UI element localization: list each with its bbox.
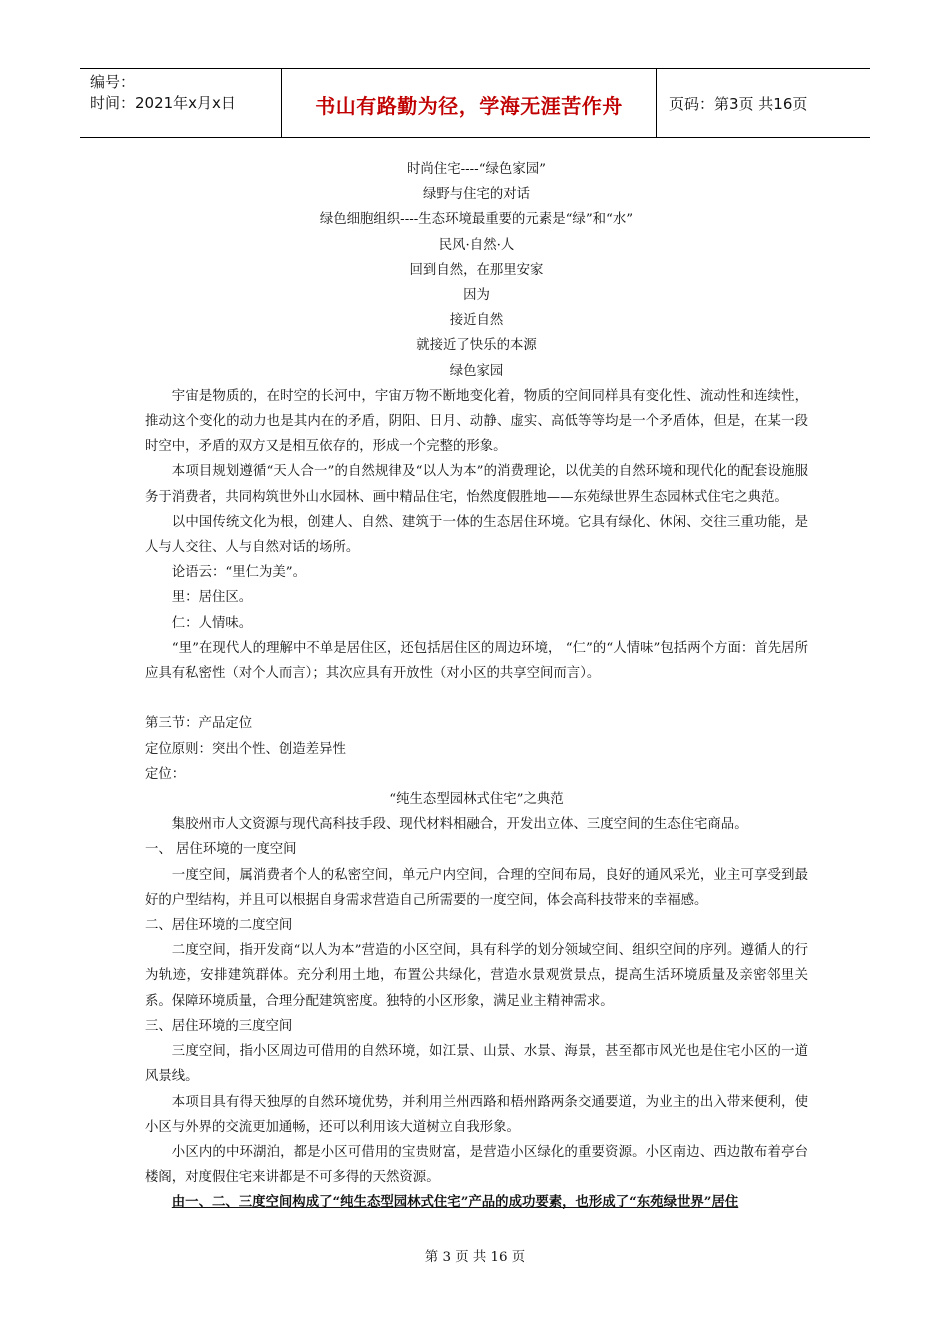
- intro-paragraph: “里”在现代人的理解中不单是居住区，还包括居住区的周边环境， “仁”的“人情味”包括两个方面：首先居所应具有私密性（对个人而言）；其次应具有开放性（对小区的共享空间而言）。: [145, 640, 808, 682]
- document-body: [145, 157, 808, 1216]
- title-line: 就接近了快乐的本源: [416, 338, 537, 354]
- title-line: 回到自然，在那里安家: [409, 262, 544, 278]
- lake-paragraph: 小区内的中环湖泊，都是小区可借用的宝贵财富，是营造小区绿化的重要资源。小区南边、西边散布着亭台楼阁，对度假住宅来讲都是不可多得的天然资源。: [145, 1144, 808, 1186]
- title-line: 因为: [463, 288, 490, 304]
- header-number-label: 编号：: [90, 73, 136, 91]
- subheading-third-space: 三、居住环境的三度空间: [145, 1018, 293, 1034]
- spacer: [145, 686, 808, 711]
- third-space-paragraph: 三度空间，指小区周边可借用的自然环境，如江景、山景、水景、海景，甚至都市风光也是住宅小区的一道风景线。: [145, 1044, 808, 1085]
- closing-statement: 由一、二、三度空间构成了“纯生态型园林式住宅”产品的成功要素，也形成了“东苑绿世界”居住: [171, 1194, 739, 1211]
- title-line: 绿色细胞组织----生态环境最重要的元素是“绿”和“水”: [319, 212, 634, 228]
- title-line: 接近自然: [449, 313, 504, 329]
- header-page-info: 页码：第3页 共16页: [669, 94, 808, 113]
- first-space-paragraph: 一度空间，属消费者个人的私密空间，单元户内空间，合理的空间布局，良好的通风采光，业主可享受到最好的户型结构，并且可以根据自身需求营造自己所需要的一度空间，体会高科技带来的幸福感。: [145, 867, 808, 908]
- header-meta: [80, 69, 282, 137]
- title-line: 时尚住宅----“绿色家园”: [407, 162, 546, 177]
- section-slogan: “纯生态型园林式住宅”之典范: [389, 792, 564, 808]
- document-header: [80, 68, 870, 138]
- section-principle: 定位原则：突出个性、创造差异性: [145, 741, 346, 757]
- intro-paragraph: 以中国传统文化为根，创建人、自然、建筑于一体的生态居住环境。它具有绿化、休闲、交往三重功能，是人与人交往、人与自然对话的场所。: [145, 514, 808, 556]
- intro-paragraph: 论语云：“里仁为美”。: [171, 565, 307, 581]
- location-paragraph: 本项目具有得天独厚的自然环境优势，并利用兰州西路和梧州路两条交通要道，为业主的出入带来便利，使小区与外界的交流更加通畅，还可以利用该大道树立自我形象。: [145, 1094, 808, 1135]
- title-line: 绿色家园: [449, 363, 504, 379]
- page-footer: 第 3 页 共 16 页: [424, 1250, 526, 1265]
- title-line: 绿野与住宅的对话: [422, 187, 531, 203]
- subheading-first-space: 一、 居住环境的一度空间: [145, 842, 297, 858]
- second-space-paragraph: 二度空间，指开发商“以人为本”营造的小区空间，具有科学的划分领域空间、组织空间的序列。遵循人的行为轨迹，安排建筑群体。充分利用土地，布置公共绿化，营造水景观赏景点，提高生活环境质量及亲密邻里关系。保障环境质量，合理分配建筑密度。独特的小区形象，满足业主精神需求。: [145, 943, 808, 1009]
- intro-paragraph: 本项目规划遵循“天人合一”的自然规律及“以人为本”的消费理论，以优美的自然环境和现代化的配套设施服务于消费者，共同构筑世外山水园林、画中精品住宅，怡然度假胜地——东苑绿世界生态园林式住宅之典范。: [145, 464, 808, 505]
- subheading-second-space: 二、居住环境的二度空间: [145, 918, 293, 934]
- title-line: 民风·自然·人: [438, 237, 515, 253]
- intro-paragraph: 宇宙是物质的，在时空的长河中，宇宙万物不断地变化着，物质的空间同样具有变化性、流动性和连续性，推动这个变化的动力也是其内在的矛盾，阴阳、日月、动静、虚实、高低等等均是一个矛盾体，但是，在某一段时空中，矛盾的双方又是相互依存的，形成一个完整的形象。: [145, 388, 808, 455]
- section-heading: 第三节：产品定位: [145, 716, 253, 732]
- section-lead: 集胶州市人文资源与现代高科技手段、现代材料相融合，开发出立体、三度空间的生态住宅商品。: [171, 817, 748, 833]
- section-position-label: 定位：: [145, 766, 186, 782]
- header-date: 时间：2021年x月x日: [90, 94, 236, 112]
- intro-paragraph: 里：居住区。: [171, 590, 253, 606]
- header-motto: 书山有路勤为径，学海无涯苦作舟: [282, 69, 657, 137]
- intro-paragraph: 仁：人情味。: [171, 615, 253, 631]
